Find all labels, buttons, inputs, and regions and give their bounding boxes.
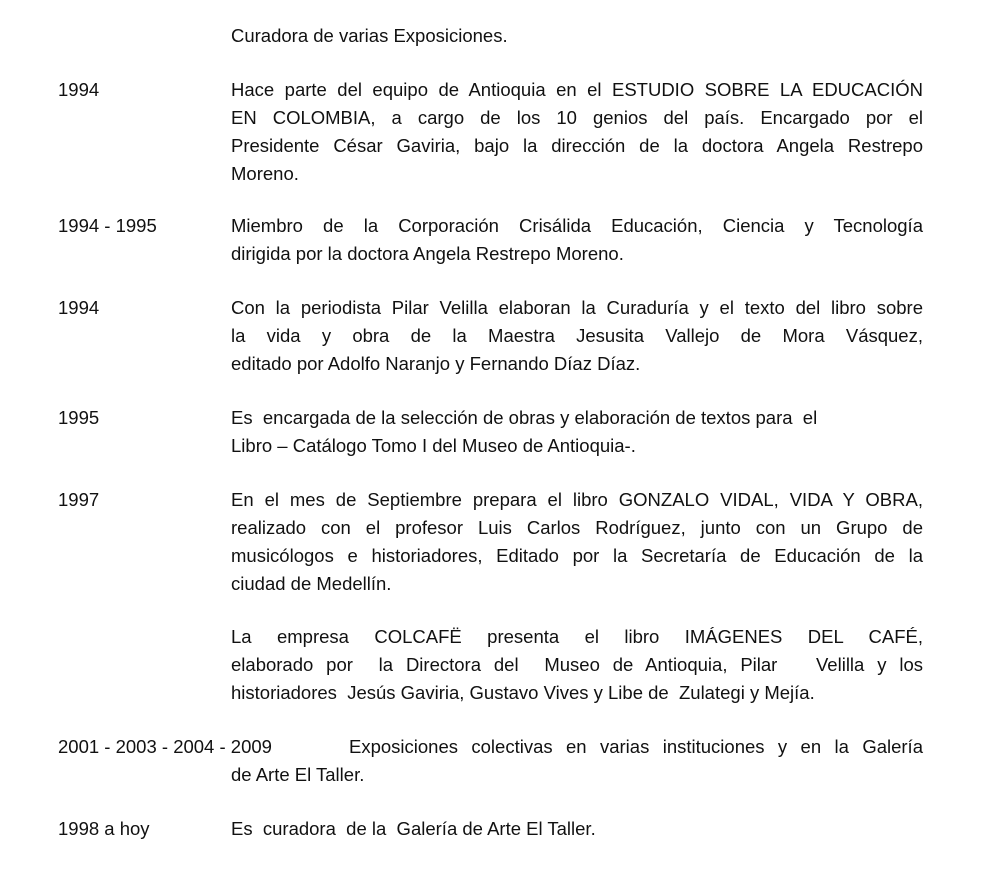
entry-text (231, 815, 923, 843)
entry-text (231, 212, 923, 268)
entry-line: de Arte El Taller. (231, 764, 365, 785)
entry-year: 1998 a hoy (58, 818, 150, 839)
entry-line: En el mes de Septiembre prepara el libro GONZALO VIDAL, VIDA Y OBRA, (231, 489, 923, 510)
entry-line: musicólogos e historiadores, Editado por la Secretaría de Educación de la (231, 545, 923, 566)
entry-line: ciudad de Medellín. (231, 573, 392, 594)
entry-year: 1994 (58, 79, 100, 100)
entry-line: Presidente César Gaviria, bajo la dirección de la doctora Angela Restrepo (231, 135, 923, 156)
entry-year: 1994 - 1995 (58, 215, 157, 236)
entry-line: Moreno. (231, 163, 299, 184)
entry-line: Es encargada de la selección de obras y elaboración de textos para el (231, 407, 818, 428)
entry-line: editado por Adolfo Naranjo y Fernando Díaz Díaz. (231, 353, 641, 374)
entry-line: la vida y obra de la Maestra Jesusita Vallejo de Mora Vásquez, (231, 325, 923, 346)
entry-line: EN COLOMBIA, a cargo de los 10 genios del país. Encargado por el (231, 107, 923, 128)
entry-text (231, 294, 923, 378)
entry-year: 1994 (58, 297, 100, 318)
entry-line: Curadora de varias Exposiciones. (231, 25, 508, 46)
entry-text (231, 733, 923, 789)
entry-line: historiadores Jesús Gaviria, Gustavo Vives y Libe de Zulategi y Mejía. (231, 682, 815, 703)
entry-line: Libro – Catálogo Tomo I del Museo de Antioquia-. (231, 435, 636, 456)
entry-line: Miembro de la Corporación Crisálida Educación, Ciencia y Tecnología (231, 215, 923, 236)
entry-line: Hace parte del equipo de Antioquia en el ESTUDIO SOBRE LA EDUCACIÓN (231, 79, 923, 100)
entry-year: 2001 - 2003 - 2004 - 2009 (58, 736, 272, 757)
entry-line: dirigida por la doctora Angela Restrepo Moreno. (231, 243, 624, 264)
entry-line: Es curadora de la Galería de Arte El Taller. (231, 818, 596, 839)
entry-text (231, 22, 923, 50)
entry-line: Con la periodista Pilar Velilla elaboran la Curaduría y el texto del libro sobre (231, 297, 923, 318)
entry-line: La empresa COLCAFË presenta el libro IMÁGENES DEL CAFÉ, (231, 626, 923, 647)
entry-line: Exposiciones colectivas en varias instituciones y en la Galería (349, 736, 923, 757)
entry-year: 1995 (58, 407, 100, 428)
entry-line: realizado con el profesor Luis Carlos Rodríguez, junto con un Grupo de (231, 517, 923, 538)
entry-text (231, 76, 923, 188)
entry-year: 1997 (58, 489, 100, 510)
entry-text (231, 486, 923, 598)
entry-text (231, 404, 923, 460)
entry-text (231, 623, 923, 707)
entry-line: elaborado por la Directora del Museo de Antioquia, Pilar Velilla y los (231, 654, 923, 675)
